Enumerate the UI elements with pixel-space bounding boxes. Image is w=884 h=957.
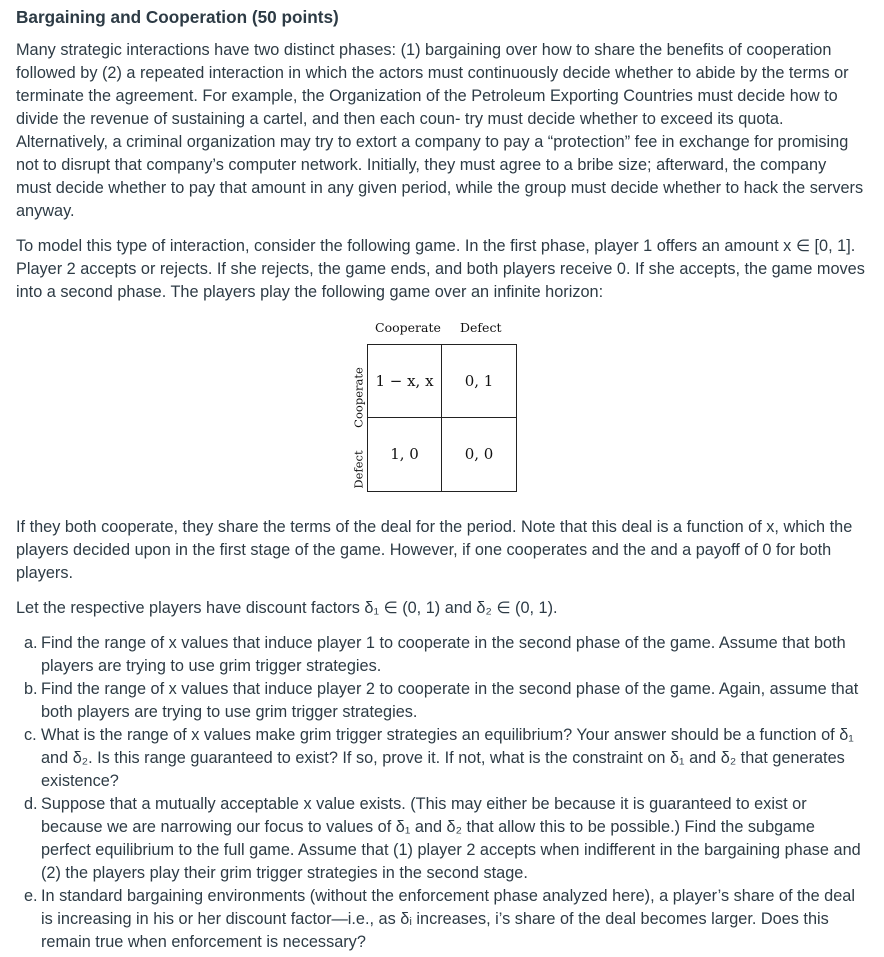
- question-title: Bargaining and Cooperation (50 points): [16, 7, 339, 27]
- row-label-defect: Defect: [351, 450, 366, 489]
- list-item: [24, 885, 866, 954]
- list-item: [24, 678, 866, 724]
- item-text: Find the range of x values that induce player 2 to cooperate in the second phase of the game. Again, assume that both players are trying to use grim trigger strategies.: [41, 680, 859, 721]
- col-label-cooperate: Cooperate: [375, 320, 441, 335]
- model-paragraph: To model this type of interaction, consider the following game. In the first phase, player 1 offers an amount x ∈ [0, 1]. Player 2 accepts or rejects. If she rejects, the game ends, and both players receive 0. If she accepts, the game moves into a second phase. The players play the following game over an infinite horizon:: [16, 237, 865, 301]
- item-letter: b.: [24, 680, 38, 698]
- list-item: [24, 724, 866, 793]
- item-letter: c.: [24, 726, 37, 744]
- item-letter: e.: [24, 887, 38, 905]
- item-text: What is the range of x values make grim trigger strategies an equilibrium? Your answer should be a function of δ₁ and δ₂. Is this range guaranteed to exist? If so, prove it. If not, what is the constraint on δ₁ and δ₂ that generates existence?: [41, 726, 854, 790]
- payoff-matrix: [0, 316, 884, 496]
- item-text: Find the range of x values that induce player 1 to cooperate in the second phase of the game. Assume that both players are trying to use grim trigger strategies.: [41, 634, 846, 675]
- col-label-defect: Defect: [460, 320, 502, 335]
- row-label-cooperate: Cooperate: [351, 367, 366, 428]
- cooperation-paragraph: If they both cooperate, they share the terms of the deal for the period. Note that this deal is a function of x, which the players decided upon in the first stage of the game. However, if one cooperates and the and a payoff of 0 for both players.: [16, 518, 853, 582]
- item-letter: a.: [24, 634, 38, 652]
- payoff-cell-dc: 1, 0: [368, 418, 442, 491]
- payoff-grid: [367, 344, 517, 492]
- item-text: Suppose that a mutually acceptable x value exists. (This may either be because it is guaranteed to exist or because we are narrowing our focus to values of δ₁ and δ₂ that allow this to be possible.) Find the subgame perfect equilibrium to the full game. Assume that (1) player 2 accepts when indifferent in the bargaining phase and (2) the players play their grim trigger strategies in the second stage.: [41, 795, 861, 882]
- payoff-cell-cd: 0, 1: [442, 345, 516, 418]
- discount-paragraph: Let the respective players have discount factors δ₁ ∈ (0, 1) and δ₂ ∈ (0, 1).: [16, 599, 558, 617]
- item-letter: d.: [24, 795, 38, 813]
- item-text: In standard bargaining environments (without the enforcement phase analyzed here), a player’s share of the deal is increasing in his or her discount factor—i.e., as δᵢ increases, i’s share of the deal becomes larger. Does this remain true when enforcement is necessary?: [41, 887, 855, 951]
- payoff-cell-cc: 1 − x, x: [368, 345, 442, 418]
- intro-paragraph: Many strategic interactions have two distinct phases: (1) bargaining over how to share the benefits of cooperation followed by (2) a repeated interaction in which the actors must continuously decide whether to abide by the terms or terminate the agreement. For example, the Organization of the Petroleum Exporting Countries must decide how to divide the revenue of sustaining a cartel, and then each coun- try must decide whether to exceed its quota. Alternatively, a criminal organization may try to extort a company to pay a “protection” fee in exchange for promising not to disrupt that company’s computer network. Initially, they must agree to a bribe size; afterward, the company must decide whether to pay that amount in any given period, while the group must decide whether to hack the servers anyway.: [16, 41, 864, 220]
- list-item: [24, 632, 866, 678]
- list-item: [24, 793, 866, 885]
- question-list: [16, 632, 866, 954]
- payoff-cell-dd: 0, 0: [464, 445, 494, 463]
